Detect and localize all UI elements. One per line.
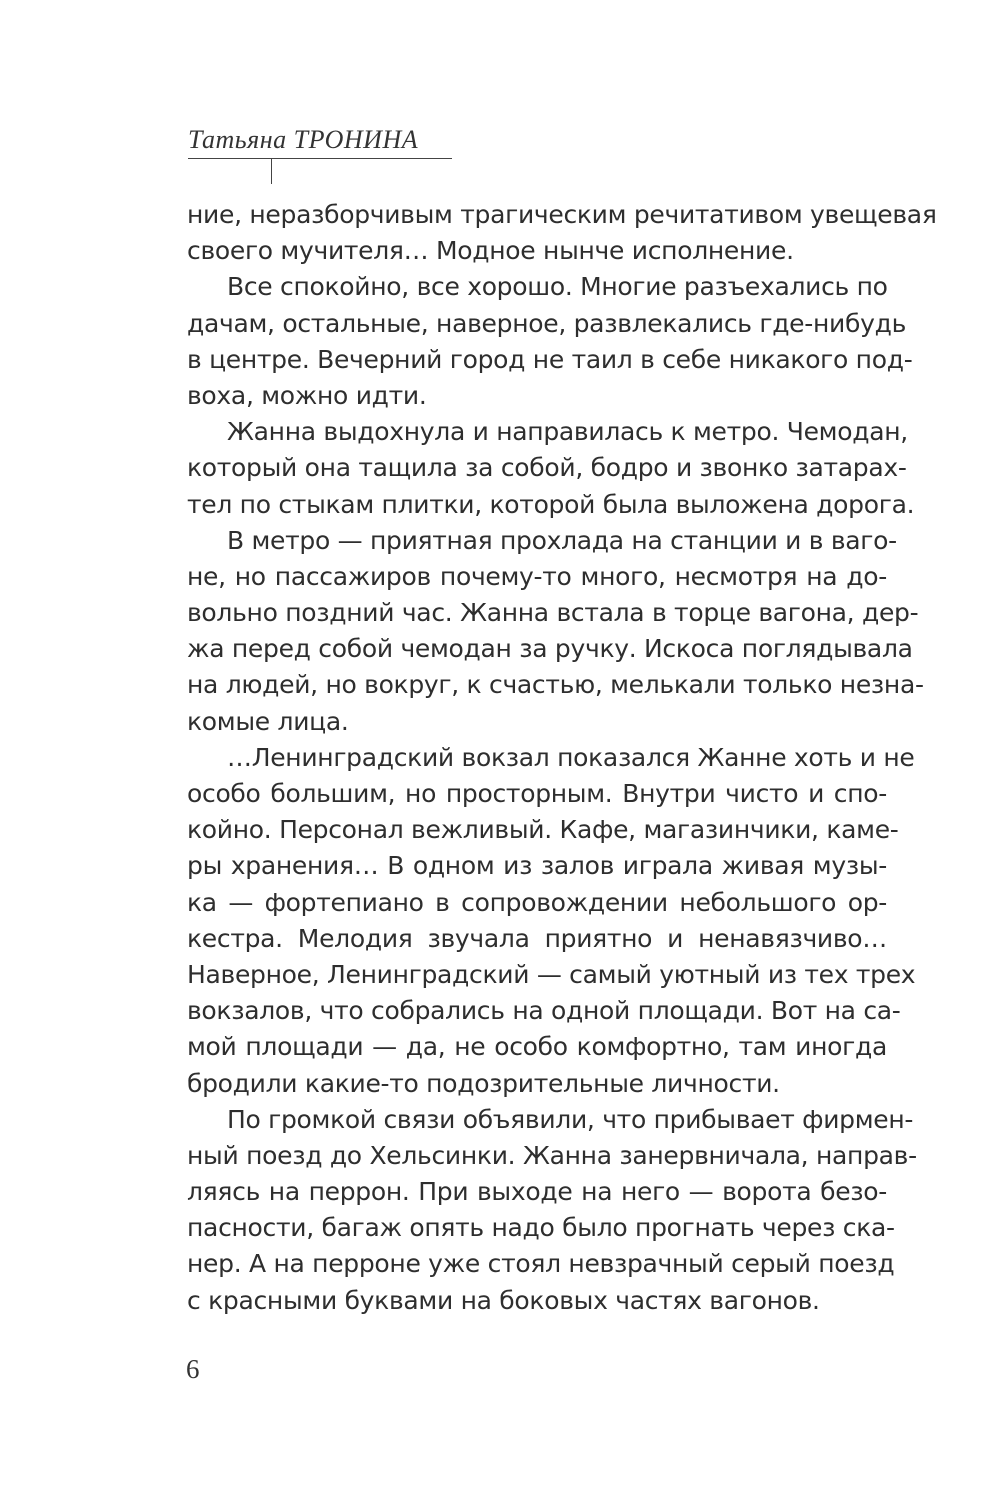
text-line: ка — фортепиано в сопровождении небольшого ор- [187,887,887,917]
text-line: вольно поздний час. Жанна встала в торце вагона, дер- [187,598,919,628]
text-line: кестра. Мелодия звучала приятно и ненавязчиво… [187,923,887,953]
text-line: пасности, багаж опять надо было прогнать через ска- [187,1213,895,1243]
body-text [187,197,937,1319]
paragraph [187,197,937,269]
text-line: В метро — приятная прохлада на станции и в ваго- [227,525,897,555]
text-line: в центре. Вечерний город не таил в себе никакого под- [187,344,913,374]
text-line: особо большим, но просторным. Внутри чисто и спо- [187,779,887,808]
text-line: вокзалов, что собрались на одной площади. Вот на са- [187,996,901,1026]
paragraph [187,1102,917,1319]
text-line: дачам, остальные, наверное, развлекались где-нибудь [187,308,907,338]
header-rule [188,158,452,159]
text-line: Все спокойно, все хорошо. Многие разъехались по [227,272,888,302]
text-line: на людей, но вокруг, к счастью, мелькали только незна- [187,670,924,700]
text-line: ние, неразборчивым трагическим речитативом увещевая [187,200,937,229]
header-rule-tick [271,158,272,184]
text-line: жа перед собой чемодан за ручку. Искоса поглядывала [187,634,913,664]
text-line: тел по стыкам плитки, которой была выложена дорога. [187,489,915,519]
page-number: 6 [186,1354,200,1384]
text-line: воха, можно идти. [187,380,427,410]
text-line: комые лица. [187,706,349,736]
running-head: Татьяна ТРОНИНА [188,125,419,154]
text-line: ры хранения… В одном из залов играла живая музы- [187,851,887,881]
text-line: койно. Персонал вежливый. Кафе, магазинчики, каме- [187,815,899,845]
text-line: своего мучителя… Модное нынче исполнение. [187,236,794,266]
paragraph [187,523,924,740]
text-line: не, но пассажиров почему-то много, несмотря на до- [187,561,887,591]
text-line: …Ленинградский вокзал показался Жанне хоть и не [227,742,915,772]
text-line: ляясь на перрон. При выходе на него — ворота безо- [187,1177,887,1207]
paragraph [187,414,915,523]
text-line: бродили какие-то подозрительные личности. [187,1068,780,1098]
paragraph [187,269,913,414]
text-line: ный поезд до Хельсинки. Жанна занервничала, направ- [187,1140,917,1170]
text-line: По громкой связи объявили, что прибывает фирмен- [227,1104,914,1134]
text-line: Наверное, Ленинградский — самый уютный из тех трех [187,959,916,989]
paragraph [187,740,916,1102]
text-line: нер. А на перроне уже стоял невзрачный серый поезд [187,1249,895,1279]
text-line: мой площади — да, не особо комфортно, там иногда [187,1032,887,1062]
text-line: с красными буквами на боковых частях вагонов. [187,1285,820,1315]
text-line: который она тащила за собой, бодро и звонко затарах- [187,453,907,483]
text-line: Жанна выдохнула и направилась к метро. Чемодан, [227,417,908,447]
